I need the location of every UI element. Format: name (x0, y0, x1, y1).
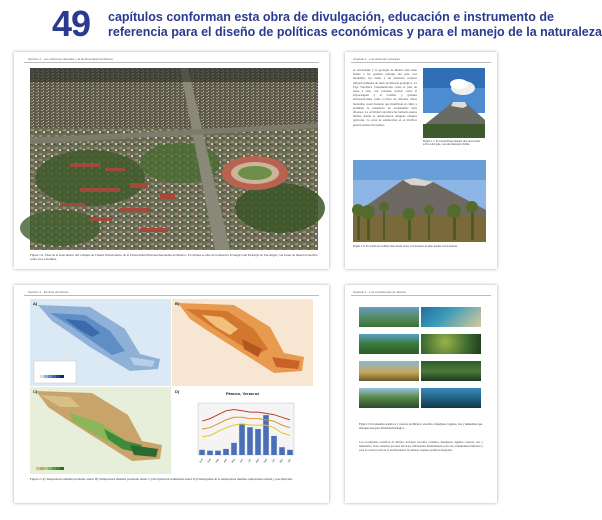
chapter-count: 49 (52, 3, 91, 44)
climograph-chart (172, 387, 313, 474)
running-head: Capítulo 1 · Los ecosistemas de México (353, 290, 407, 294)
climograph-panel (172, 387, 313, 474)
tagline-line-1: capítulos conforman esta obra de divulgación, educación e instrumento de (108, 10, 554, 24)
precip-bar (263, 415, 269, 455)
x-tick-label: Dic (287, 458, 292, 464)
x-tick-label: Oct (271, 458, 276, 464)
map-precipitation (30, 387, 171, 474)
photo-fish-school (421, 334, 481, 354)
map-min-temperature (30, 299, 171, 386)
figure-caption: Figura 1.6. Vista de la zona núcleo del Campus de Ciudad Universitaria, de la Universidad Nacional Autónoma de México. El campus es sitio de la Reserva Ecológica del Pedregal de San Ángel, con zonas de matorral xerófilo sobre roca volcánica. (30, 253, 318, 261)
header-rule (351, 62, 491, 63)
map-max-temperature (172, 299, 313, 386)
body-text: Los ecosistemas acuáticos de México incluyen arrecifes coralinos, manglares, lagunas costeras, ríos y humedales. Estos sistemas proveen servicios ambientales fundamentales para las comunidades humanas y para la conservación de la biodiversidad. Su manejo requiere políticas integrales. (359, 440, 483, 452)
running-head: Capítulo 1 · Los sistemas naturales (353, 57, 401, 61)
figure-caption: Figura 3. Ecosistemas acuáticos y costeros de México: arrecifes, manglares, lagunas, ríos y humedales que albergan una gran diversidad biológica. (359, 422, 483, 430)
precip-bar (255, 429, 261, 455)
x-tick-label: May (231, 457, 237, 464)
photo-mangrove (421, 361, 481, 381)
precip-bar (287, 450, 293, 455)
x-tick-label: Ago (255, 457, 261, 464)
header-rule (351, 295, 491, 296)
running-head: Sección 1 · Los sistemas naturales y la biodiversidad de México (28, 57, 114, 61)
map-label-c: C) (33, 389, 38, 394)
x-tick-label: Jun (239, 458, 244, 464)
page-climate-maps (14, 285, 329, 503)
running-head: Sección 1 · El clima de México (28, 290, 69, 294)
popocatepetl-photo (423, 68, 485, 138)
x-tick-label: Mar (215, 458, 220, 464)
precip-bar (223, 449, 229, 455)
chart-title: Pánuco, Veracruz (225, 391, 260, 396)
body-text: el vulcanismo y la geología de México han dado forma a los grandes paisajes del país. Las montañas, los valles y las planicies costeras reflejan millones de años de historia geológica. La Faja Volcánica Transmexicana cruza el país de oeste a este, con volcanes activos como el Popocatépetl y el Colima, y grandes estratovolcanes como el Pico de Orizaba. Estas montañas crean barreras que modifican el clima y permiten la existencia de ecosistemas muy diversos. La actividad volcánica ha formado suelos fértiles donde se desarrollaron antiguas culturas agrícolas. La zona de subducción en el Pacífico genera sismos frecuentes. (353, 68, 417, 127)
photo-wetland (359, 388, 419, 408)
aerial-campus-photo (30, 68, 318, 250)
page-aerial-photo (14, 52, 329, 269)
header-rule (24, 62, 319, 63)
map-label-a: A) (33, 301, 38, 306)
photo-coral-reef (421, 307, 481, 327)
photo-lagoon (359, 361, 419, 381)
photo-coastline (359, 307, 419, 327)
x-tick-label: Jul (247, 458, 252, 463)
header-rule (24, 295, 319, 296)
photo-underwater (421, 388, 481, 408)
photo-river (359, 334, 419, 354)
precip-bar (215, 451, 221, 455)
precip-bar (271, 436, 277, 455)
photo-grid (359, 307, 483, 415)
x-tick-label: Sep (263, 457, 269, 464)
precip-bar (199, 450, 205, 455)
tagline-line-2: referencia para el diseño de políticas económicas y para el manejo de la naturaleza (108, 25, 602, 39)
precip-bar (207, 451, 213, 455)
x-tick-label: Abr (223, 458, 228, 464)
page-volcanoes (345, 52, 497, 269)
x-tick-label: Ene (199, 457, 205, 464)
precip-bar (239, 424, 245, 455)
precip-bar (279, 447, 285, 455)
figure-caption: Figura 2. A) Temperatura mínima promedio anual. B) Temperatura máxima promedio anual. C) Precipitación acumulada anual. D) Climograma de la temperatura mínima, temperatura media y precipitación. (30, 477, 293, 481)
figure-caption-2: Figura 1.8. El volcán de Colima visto desde el sur, con bosques de pino-encino en las laderas. (353, 245, 458, 248)
page-ecosystems (345, 285, 497, 503)
map-label-b: B) (175, 301, 180, 306)
x-tick-label: Nov (279, 457, 285, 464)
figure-caption-1: Figura 1.7. El volcán Popocatépetl, uno de los más activos del país, con una fumarola visible. (423, 140, 480, 147)
x-tick-label: Feb (207, 458, 212, 464)
precip-bar (247, 427, 253, 455)
map-label-d: D) (175, 389, 180, 394)
colima-volcano-photo (353, 160, 486, 242)
precip-bar (231, 443, 237, 455)
header-banner (0, 0, 602, 48)
